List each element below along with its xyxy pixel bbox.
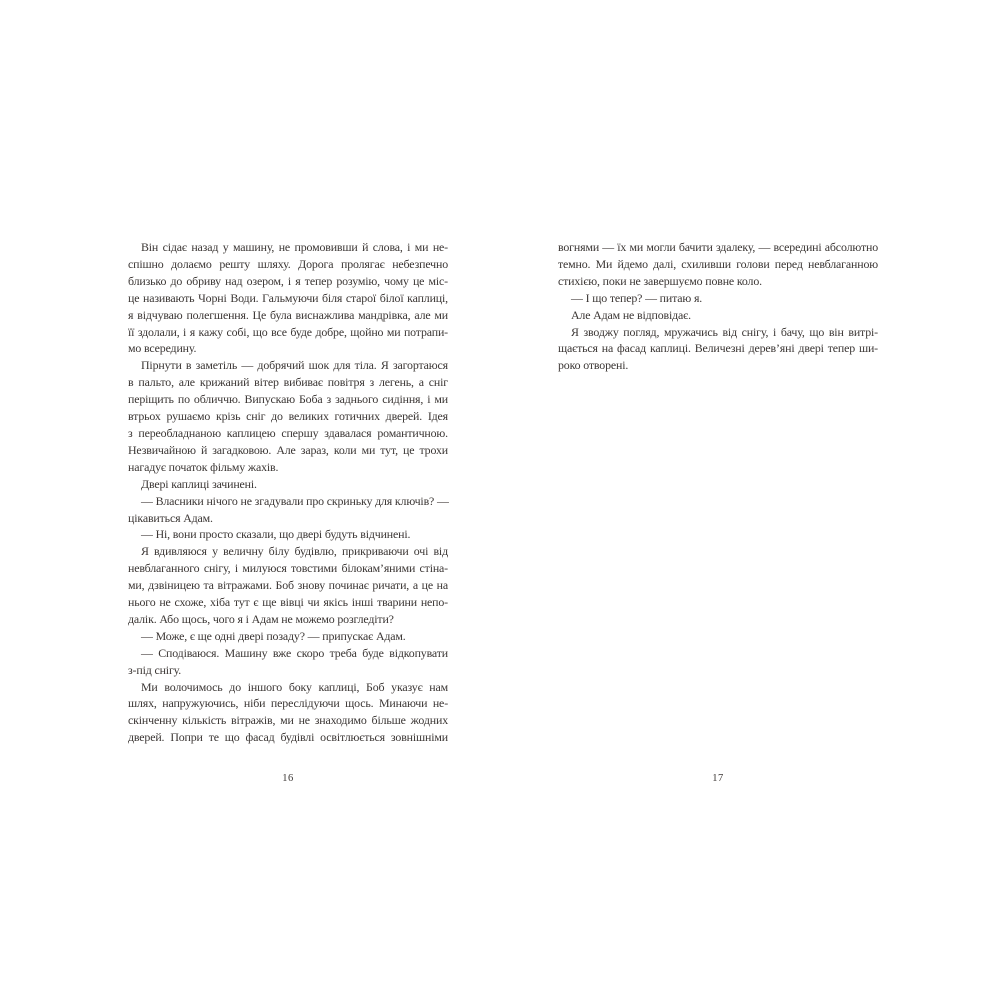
text-line: вогнями — їх ми могли бачити здалеку, — всередині абсолютно xyxy=(558,240,878,254)
paragraph xyxy=(128,679,448,747)
text-line: Але Адам не відповідає. xyxy=(571,307,691,322)
paragraph xyxy=(128,645,448,679)
text-line: з переобладнаною каплицею спершу здавалася романтичною. xyxy=(128,425,448,440)
text-line: Я вдивляюся у величну білу будівлю, прикриваючи очі від xyxy=(141,544,448,559)
text-line: роко отворені. xyxy=(558,358,629,373)
text-line: шлях, напружуючись, ніби переслідуючи щось. Минаючи не- xyxy=(128,696,448,711)
text-line: — Сподіваюся. Машину вже скоро треба буде відкопувати xyxy=(141,645,448,660)
paragraph xyxy=(128,357,448,475)
text-line: втрьох рушаємо крізь сніг до великих готичних дверей. Ідея xyxy=(128,409,448,424)
text-line: періщить по обличчю. Випускаю Боба з заднього сидіння, і ми xyxy=(128,392,448,407)
text-line: дверей. Попри те що фасад будівлі освітлюється зовнішніми xyxy=(128,730,448,745)
paragraph xyxy=(128,239,448,357)
text-line: спішно долаємо решту шляху. Дорога пролягає небезпечно xyxy=(128,256,448,271)
text-line: невблаганного снігу, і милуюся товстими білокам’яними стіна- xyxy=(128,561,448,576)
text-line: Ми волочимось до іншого боку каплиці, Боб указує нам xyxy=(141,679,448,694)
paragraph xyxy=(128,628,448,645)
text-line: — Власники нічого не згадували про скриньку для ключів? — xyxy=(141,493,449,508)
text-line: її здолали, і я кажу собі, що все буде добре, щойно ми потрапи- xyxy=(128,324,448,339)
paragraph xyxy=(558,307,878,324)
text-line: Двері каплиці зачинені. xyxy=(141,476,257,491)
page-number-left: 16 xyxy=(282,773,294,784)
text-line: Я зводжу погляд, мружачись від снігу, і бачу, що він витрі- xyxy=(571,324,878,339)
text-line: далік. Або щось, чого я і Адам не можемо розгледіти? xyxy=(128,611,394,626)
paragraph xyxy=(128,476,448,493)
page-number-right: 17 xyxy=(712,773,724,784)
text-line: скінченну кількість вітражів, ми не знаходимо більше жодних xyxy=(128,713,448,728)
paragraph xyxy=(558,290,878,307)
text-line: це називають Чорні Води. Гальмуючи біля старої білої каплиці, xyxy=(128,290,448,305)
text-line: — Ні, вони просто сказали, що двері будуть відчинені. xyxy=(141,527,411,542)
text-line: з-під снігу. xyxy=(128,662,182,677)
text-line: темно. Ми йдемо далі, схиливши голови перед невблаганною xyxy=(558,256,878,271)
text-line: — Може, є ще одні двері позаду? — припускає Адам. xyxy=(141,628,406,643)
left-page-text-column xyxy=(128,239,448,746)
text-line: щається на фасад каплиці. Величезні дерев’яні двері тепер ши- xyxy=(558,341,878,356)
text-line: цікавиться Адам. xyxy=(128,510,213,525)
text-line: стихією, поки не завершуємо повне коло. xyxy=(558,273,762,288)
paragraph xyxy=(128,493,448,527)
text-line: я відчуваю полегшення. Це була виснажлива мандрівка, але ми xyxy=(128,307,448,322)
text-line: нагадує початок фільму жахів. xyxy=(128,459,279,474)
right-page-text-column xyxy=(558,239,878,374)
text-line: Він сідає назад у машину, не промовивши й слова, і ми не- xyxy=(141,240,448,254)
paragraph xyxy=(128,526,448,543)
text-line: близько до обриву над озером, і я тепер розумію, чому це міс- xyxy=(128,273,448,288)
text-line: в пальто, але крижаний вітер вибиває повітря з легень, а сніг xyxy=(128,375,448,390)
paragraph xyxy=(128,543,448,628)
paragraph xyxy=(558,239,878,290)
paragraph xyxy=(558,324,878,375)
text-line: нього не схоже, хіба тут є ще вівці чи якісь інші тварини непо- xyxy=(128,595,448,610)
text-line: мо всередину. xyxy=(128,341,197,356)
text-line: — І що тепер? — питаю я. xyxy=(571,290,703,305)
text-line: Незвичайною й загадковою. Але зараз, коли ми тут, це трохи xyxy=(128,442,448,457)
text-line: Пірнути в заметіль — добрячий шок для тіла. Я загортаюся xyxy=(141,358,448,373)
text-line: ми, дзвіницею та вітражами. Боб знову починає ричати, а це на xyxy=(128,578,448,593)
